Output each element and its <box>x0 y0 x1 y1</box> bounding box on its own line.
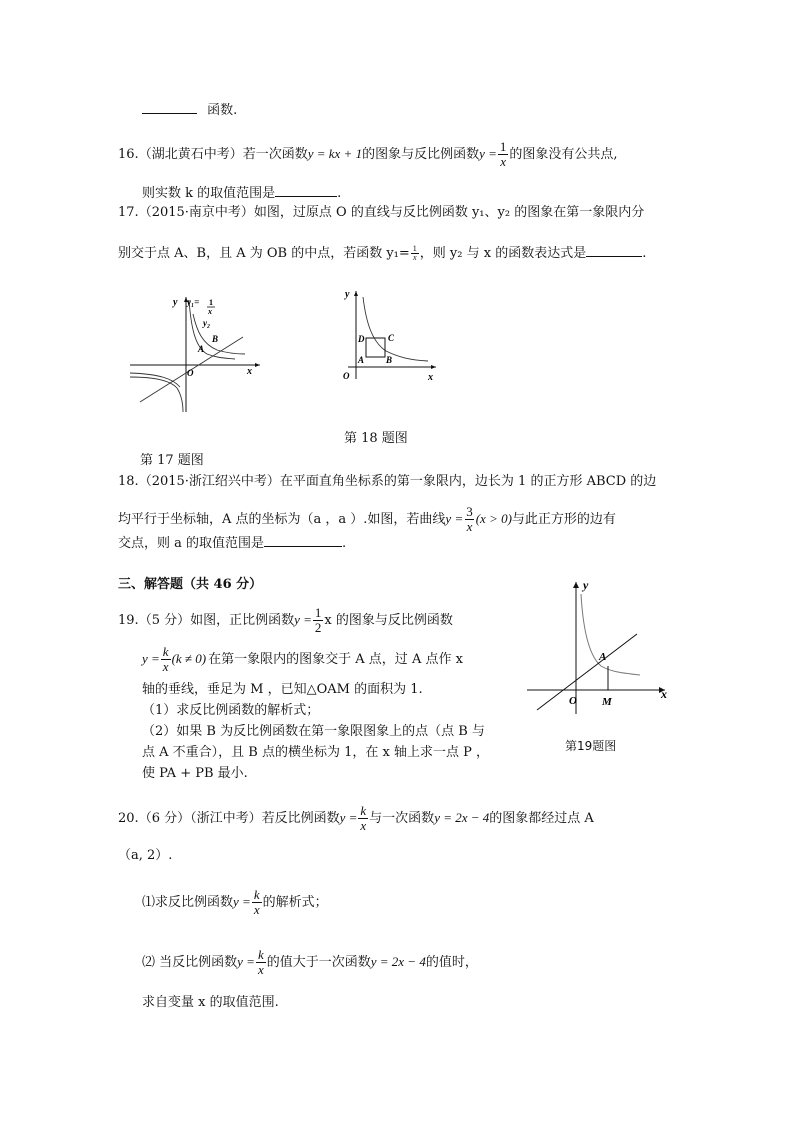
q15-tail-line <box>142 100 237 121</box>
fraction-numerator: k <box>360 803 367 818</box>
q19-part2: 点 A 不重合），且 B 点的横坐标为 1，在 x 轴上求一点 P ， <box>142 745 489 760</box>
q20-part2 <box>142 948 478 977</box>
q16-linear-formula: y = kx + 1 <box>307 146 363 161</box>
q20-y-eq: y = <box>237 954 255 969</box>
q19-text: 轴的垂线，垂足为 M ，已知△OAM 的面积为 1. <box>142 682 423 697</box>
fraction-numerator: k <box>253 887 260 902</box>
q16-fraction <box>498 140 509 169</box>
label-origin: O <box>343 371 350 381</box>
q20-fraction <box>252 888 262 917</box>
label-d: D <box>358 334 365 344</box>
q20-text: 的解析式； <box>262 895 328 910</box>
figure-19 <box>525 574 675 724</box>
q18-text: 与此正方形的边有 <box>511 512 616 527</box>
q18-text: （2015·浙江绍兴中考）在平面直角坐标系的第一象限内，边长为 1 的正方形 ABCD 的边 <box>138 474 657 489</box>
x-axis-arrow <box>431 365 436 369</box>
q18-fraction <box>464 505 475 534</box>
q20-text: （6 分）（浙江中考）若反比例函数 <box>138 811 340 826</box>
curve-y-3-over-x <box>363 297 428 361</box>
q20-text: 的值大于一次函数 <box>266 955 371 970</box>
q19-fraction-k <box>161 645 171 674</box>
q19-part2: （2）如果 B 为反比例函数在第一象限图象上的点（点 B 与 <box>142 724 485 739</box>
label-a: A <box>599 651 607 663</box>
q19-part1: （1）求反比例函数的解析式； <box>142 703 320 718</box>
q17-period: . <box>642 246 647 261</box>
q19-text: （5 分）如图，正比例函数 <box>138 613 295 628</box>
q17-line1 <box>118 203 644 223</box>
q17-text: 别交于点 A、B，且 A 为 OB 的中点，若函数 y₁= <box>118 246 410 261</box>
q19-y-eq: y = <box>294 612 312 627</box>
y-axis-arrow <box>573 582 579 588</box>
label-y1-num: 1 <box>209 298 213 307</box>
q15-tail-text: 函数. <box>207 103 238 118</box>
q20-linear-formula: y = 2x − 4 <box>434 810 490 825</box>
q19-number: 19. <box>118 613 139 628</box>
q16-text: 的图象与反比例函数 <box>362 147 480 162</box>
q20-text: 的值时， <box>425 955 478 970</box>
q20-text: 与一次函数 <box>369 811 435 826</box>
y-axis-arrow <box>354 291 358 296</box>
label-c: C <box>388 333 395 343</box>
label-origin: O <box>569 695 577 707</box>
q18-period: . <box>342 536 347 551</box>
q19-line2 <box>142 645 463 674</box>
answer-blank <box>586 243 642 257</box>
q20-y-eq: y = <box>339 810 358 825</box>
q20-point: （a, 2）. <box>118 848 173 863</box>
answer-blank <box>275 183 337 197</box>
figure-18-caption: 第 18 题图 <box>344 431 408 446</box>
label-y: y <box>583 578 589 592</box>
label-x: x <box>428 372 433 383</box>
label-y2: y₂ <box>203 318 211 328</box>
q20-text: ⑵ 当反比例函数 <box>142 955 238 970</box>
fraction-denominator: x <box>413 253 417 262</box>
label-origin: O <box>187 368 194 378</box>
label-x: x <box>661 687 667 701</box>
q16-number: 16. <box>118 147 139 162</box>
label-a: A <box>358 355 365 365</box>
q20-text: 的图象都经过点 A <box>489 811 594 826</box>
figure-17 <box>125 292 265 417</box>
q19-line1 <box>118 606 453 635</box>
label-y1-den: x <box>208 307 212 316</box>
q20-text: ⑴求反比例函数 <box>142 895 234 910</box>
figure-18 <box>338 287 443 387</box>
fraction-numerator: 1 <box>314 605 322 620</box>
q18-range-prompt: 交点，则 a 的取值范围是 <box>118 536 265 551</box>
label-y: y <box>173 297 178 308</box>
q19-fraction <box>313 606 324 635</box>
figure-17-caption: 第 17 题图 <box>140 453 204 468</box>
curve-y2-third-quadrant <box>130 373 180 387</box>
q18-y-eq: y = <box>445 511 464 526</box>
q18-text: 均平行于坐标轴，A 点的坐标为（a ，a ）.如图，若曲线 <box>118 512 446 527</box>
label-y: y <box>345 289 350 300</box>
q18-number: 18. <box>118 474 139 489</box>
fraction-denominator: x <box>466 519 473 534</box>
fraction-denominator: x <box>162 659 169 674</box>
q16-period: . <box>337 186 342 201</box>
section-title: 三、解答题（共 46 分） <box>118 577 263 592</box>
q16-range-prompt: 则实数 k 的取值范围是 <box>142 186 276 201</box>
q17-line2 <box>118 243 646 264</box>
curve-y1 <box>189 300 235 359</box>
q16-y-eq: y = <box>479 146 497 161</box>
q18-condition: (x > 0) <box>475 511 512 526</box>
fraction-denominator: x <box>360 818 367 833</box>
label-x: x <box>247 366 252 377</box>
q19-condition: (k ≠ 0) <box>171 651 207 666</box>
q16-source: （湖北黄石中考） <box>138 147 243 162</box>
q20-number: 20. <box>118 811 139 826</box>
curve-y-k-over-x <box>581 594 640 675</box>
label-b: B <box>212 334 219 344</box>
label-b: B <box>386 355 393 365</box>
label-a: A <box>198 344 205 354</box>
q19-y-eq: y = <box>142 651 160 666</box>
q16-line2 <box>142 183 341 204</box>
answer-blank <box>264 533 342 547</box>
q20-part1 <box>142 888 328 917</box>
figure-19-caption: 第19题图 <box>565 739 617 753</box>
q20-linear-formula: y = 2x − 4 <box>370 954 426 969</box>
q20-y-eq: y = <box>233 894 251 909</box>
line-y-half-x <box>537 634 637 710</box>
answer-blank <box>142 100 197 114</box>
q18-line2 <box>118 505 616 534</box>
q19-part2: 使 PA + PB 最小. <box>142 766 248 781</box>
q17-text: ，则 y₂ 与 x 的函数表达式是 <box>419 246 587 261</box>
fraction-numerator: 1 <box>499 139 507 154</box>
fraction-numerator: 3 <box>466 504 473 519</box>
q19-text: x 的图象与反比例函数 <box>324 613 453 628</box>
q18-line1 <box>118 472 656 492</box>
fraction-denominator: x <box>253 902 260 917</box>
q17-text: （2015·南京中考）如图，过原点 O 的直线与反比例函数 y₁、y₂ 的图象在第一象限内分 <box>138 205 645 220</box>
label-m: M <box>602 696 612 708</box>
q16-line1 <box>118 140 618 169</box>
q18-line3 <box>118 533 346 554</box>
q19-text: 在第一象限内的图象交于 A 点，过 A 点作 x <box>208 652 463 667</box>
fraction-denominator: x <box>500 154 507 169</box>
q16-text: 的图象没有公共点, <box>509 147 618 162</box>
q20-part2-end: 求自变量 x 的取值范围. <box>142 995 279 1010</box>
x-axis-arrow <box>255 363 260 367</box>
fraction-numerator: k <box>257 947 264 962</box>
q17-fraction <box>411 245 419 262</box>
label-y1: y₁= <box>187 297 200 307</box>
q17-number: 17. <box>118 205 139 220</box>
q16-text: 若一次函数 <box>242 147 308 162</box>
q20-line1 <box>118 804 594 833</box>
fraction-numerator: k <box>162 644 169 659</box>
fraction-numerator: 1 <box>412 244 417 253</box>
q20-fraction <box>358 804 368 833</box>
fraction-denominator: x <box>257 962 264 977</box>
fraction-denominator: 2 <box>314 620 322 635</box>
q20-fraction <box>256 948 266 977</box>
